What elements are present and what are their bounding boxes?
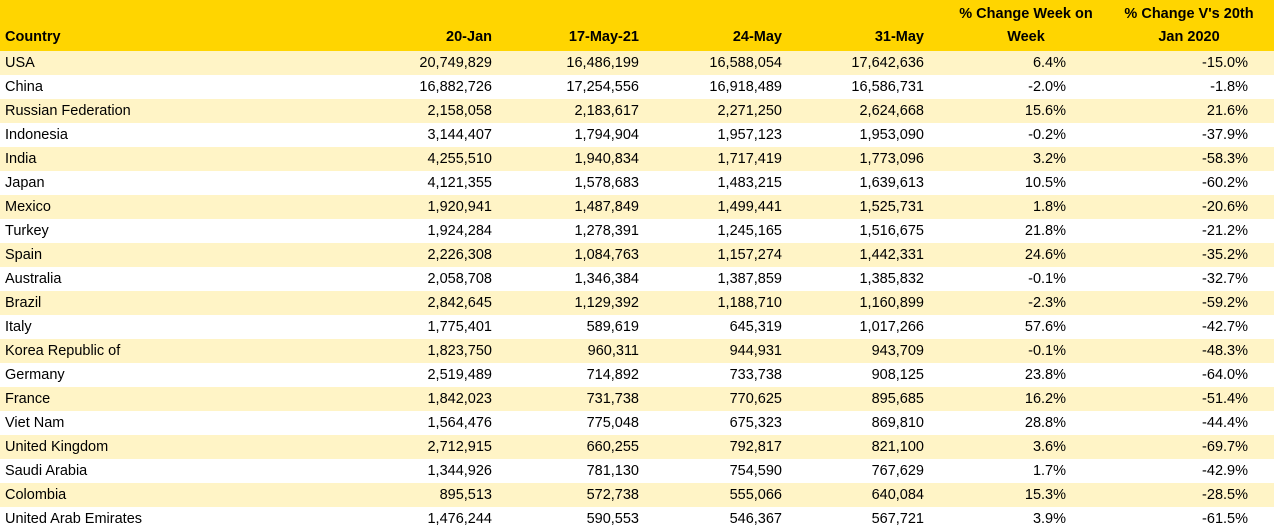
may17-cell: 589,619: [586, 319, 639, 335]
may31-cell: 943,709: [871, 343, 924, 359]
may24-cell: 1,245,165: [717, 223, 782, 239]
jan20-cell: 2,712,915: [427, 439, 492, 455]
jan20-cell: 3,144,407: [427, 127, 492, 143]
table-row: [0, 171, 1274, 195]
may31-cell: 1,773,096: [859, 151, 924, 167]
may17-cell: 714,892: [586, 367, 639, 383]
header-change-vs-jan-line1: % Change V's 20th: [1124, 6, 1254, 22]
wow-change-cell: 10.5%: [1024, 175, 1066, 191]
country-cell: Saudi Arabia: [5, 463, 88, 479]
may31-cell: 767,629: [871, 463, 924, 479]
jan20-cell: 2,226,308: [427, 247, 492, 263]
header-row: [0, 0, 1274, 51]
jan20-cell: 4,255,510: [427, 151, 492, 167]
may24-cell: 1,957,123: [717, 127, 782, 143]
jan20-cell: 1,924,284: [427, 223, 492, 239]
may31-cell: 2,624,668: [859, 103, 924, 119]
wow-change-cell: 24.6%: [1024, 247, 1066, 263]
country-cell: Indonesia: [5, 127, 68, 143]
table-row: [0, 483, 1274, 507]
jan20-cell: 2,058,708: [427, 271, 492, 287]
may24-cell: 944,931: [729, 343, 782, 359]
may17-cell: 775,048: [586, 415, 639, 431]
wow-change-cell: 3.6%: [1032, 439, 1066, 455]
may31-cell: 567,721: [871, 511, 924, 527]
table-row: [0, 123, 1274, 147]
vs-jan-change-cell: -15.0%: [1202, 55, 1248, 71]
may31-cell: 869,810: [871, 415, 924, 431]
may17-cell: 1,794,904: [574, 127, 639, 143]
table-row: [0, 51, 1274, 75]
may24-cell: 16,918,489: [709, 79, 782, 95]
country-cell: Colombia: [5, 487, 67, 503]
vs-jan-change-cell: -61.5%: [1202, 511, 1248, 527]
table-row: [0, 459, 1274, 483]
table-row: [0, 195, 1274, 219]
may17-cell: 660,255: [586, 439, 639, 455]
table-row: [0, 339, 1274, 363]
may31-cell: 1,442,331: [859, 247, 924, 263]
may31-cell: 1,516,675: [859, 223, 924, 239]
may31-cell: 17,642,636: [851, 55, 924, 71]
wow-change-cell: 21.8%: [1024, 223, 1066, 239]
may24-cell: 555,066: [729, 487, 782, 503]
may24-cell: 645,319: [729, 319, 782, 335]
wow-change-cell: -2.3%: [1028, 295, 1066, 311]
vs-jan-change-cell: -69.7%: [1202, 439, 1248, 455]
jan20-cell: 2,519,489: [427, 367, 492, 383]
table-row: [0, 75, 1274, 99]
vs-jan-change-cell: -32.7%: [1202, 271, 1248, 287]
wow-change-cell: 16.2%: [1024, 391, 1066, 407]
may17-cell: 16,486,199: [566, 55, 639, 71]
header-change-vs-jan-line2: Jan 2020: [1158, 29, 1220, 45]
may17-cell: 1,278,391: [574, 223, 639, 239]
may17-cell: 1,578,683: [574, 175, 639, 191]
may31-cell: 908,125: [871, 367, 924, 383]
may17-cell: 17,254,556: [566, 79, 639, 95]
may17-cell: 1,084,763: [574, 247, 639, 263]
jan20-cell: 2,158,058: [427, 103, 492, 119]
may17-cell: 1,129,392: [574, 295, 639, 311]
jan20-cell: 20,749,829: [419, 55, 492, 71]
vs-jan-change-cell: -28.5%: [1202, 487, 1248, 503]
wow-change-cell: 6.4%: [1032, 55, 1066, 71]
may24-cell: 1,717,419: [717, 151, 782, 167]
header-country: Country: [5, 29, 61, 45]
may24-cell: 1,157,274: [717, 247, 782, 263]
vs-jan-change-cell: -60.2%: [1202, 175, 1248, 191]
table-row: [0, 243, 1274, 267]
vs-jan-change-cell: -42.9%: [1202, 463, 1248, 479]
may31-cell: 821,100: [871, 439, 924, 455]
wow-change-cell: 1.7%: [1032, 463, 1066, 479]
jan20-cell: 1,344,926: [427, 463, 492, 479]
may24-cell: 1,499,441: [717, 199, 782, 215]
country-cell: Russian Federation: [5, 103, 131, 119]
may24-cell: 675,323: [729, 415, 782, 431]
wow-change-cell: 3.2%: [1032, 151, 1066, 167]
header-change-week-on-week: [948, 0, 1104, 51]
country-cell: Italy: [5, 319, 32, 335]
vs-jan-change-cell: -21.2%: [1202, 223, 1248, 239]
may24-cell: 1,483,215: [717, 175, 782, 191]
header-24-may: 24-May: [732, 29, 782, 45]
table-row: [0, 411, 1274, 435]
may24-cell: 733,738: [729, 367, 782, 383]
may31-cell: 1,017,266: [859, 319, 924, 335]
wow-change-cell: 15.3%: [1024, 487, 1066, 503]
may24-cell: 2,271,250: [717, 103, 782, 119]
country-cell: Brazil: [5, 295, 42, 311]
table-row: [0, 291, 1274, 315]
header-change-week-line1: % Change Week on: [959, 6, 1093, 22]
wow-change-cell: 28.8%: [1024, 415, 1066, 431]
may17-cell: 1,940,834: [574, 151, 639, 167]
vs-jan-change-cell: -37.9%: [1202, 127, 1248, 143]
country-cell: France: [5, 391, 51, 407]
may31-cell: 640,084: [871, 487, 924, 503]
wow-change-cell: -0.1%: [1028, 343, 1066, 359]
may17-cell: 1,346,384: [574, 271, 639, 287]
may24-cell: 16,588,054: [709, 55, 782, 71]
country-cell: Korea Republic of: [5, 343, 121, 359]
table-row: [0, 363, 1274, 387]
may17-cell: 2,183,617: [574, 103, 639, 119]
may24-cell: 770,625: [729, 391, 782, 407]
country-cell: United Arab Emirates: [5, 511, 143, 527]
vs-jan-change-cell: -48.3%: [1202, 343, 1248, 359]
table-row: [0, 267, 1274, 291]
table-row: [0, 387, 1274, 411]
may31-cell: 1,639,613: [859, 175, 924, 191]
header-change-week-line2: Week: [1007, 29, 1045, 45]
header-change-vs-jan: [1104, 0, 1274, 51]
country-cell: USA: [5, 55, 35, 71]
country-cell: Japan: [5, 175, 45, 191]
country-cell: Turkey: [5, 223, 49, 239]
country-cell: India: [5, 151, 37, 167]
vs-jan-change-cell: -59.2%: [1202, 295, 1248, 311]
may24-cell: 1,387,859: [717, 271, 782, 287]
wow-change-cell: 23.8%: [1024, 367, 1066, 383]
table-row: [0, 315, 1274, 339]
wow-change-cell: -2.0%: [1028, 79, 1066, 95]
may17-cell: 590,553: [586, 511, 639, 527]
country-cell: China: [5, 79, 43, 95]
may31-cell: 1,953,090: [859, 127, 924, 143]
country-cell: Viet Nam: [5, 415, 65, 431]
may17-cell: 731,738: [586, 391, 639, 407]
jan20-cell: 1,476,244: [427, 511, 492, 527]
country-cell: Mexico: [5, 199, 51, 215]
may31-cell: 1,525,731: [859, 199, 924, 215]
country-cell: United Kingdom: [5, 439, 109, 455]
header-31-may: 31-May: [874, 29, 924, 45]
may17-cell: 572,738: [586, 487, 639, 503]
country-cell: Germany: [5, 367, 65, 383]
may24-cell: 546,367: [729, 511, 782, 527]
may31-cell: 895,685: [871, 391, 924, 407]
wow-change-cell: 1.8%: [1032, 199, 1066, 215]
jan20-cell: 1,920,941: [427, 199, 492, 215]
vs-jan-change-cell: 21.6%: [1206, 103, 1248, 119]
vs-jan-change-cell: -20.6%: [1202, 199, 1248, 215]
may31-cell: 1,385,832: [859, 271, 924, 287]
vs-jan-change-cell: -51.4%: [1202, 391, 1248, 407]
jan20-cell: 16,882,726: [419, 79, 492, 95]
wow-change-cell: -0.1%: [1028, 271, 1066, 287]
jan20-cell: 1,823,750: [427, 343, 492, 359]
table-row: [0, 147, 1274, 171]
country-cell: Spain: [5, 247, 43, 263]
table-row: [0, 435, 1274, 459]
jan20-cell: 2,842,645: [427, 295, 492, 311]
table-row: [0, 219, 1274, 243]
jan20-cell: 1,842,023: [427, 391, 492, 407]
country-cell: Australia: [5, 271, 62, 287]
may24-cell: 1,188,710: [717, 295, 782, 311]
vs-jan-change-cell: -44.4%: [1202, 415, 1248, 431]
wow-change-cell: 15.6%: [1024, 103, 1066, 119]
vs-jan-change-cell: -35.2%: [1202, 247, 1248, 263]
jan20-cell: 4,121,355: [427, 175, 492, 191]
vs-jan-change-cell: -58.3%: [1202, 151, 1248, 167]
may17-cell: 1,487,849: [574, 199, 639, 215]
jan20-cell: 895,513: [439, 487, 492, 503]
table-body: [0, 51, 1274, 531]
may31-cell: 16,586,731: [851, 79, 924, 95]
vs-jan-change-cell: -1.8%: [1210, 79, 1248, 95]
jan20-cell: 1,775,401: [427, 319, 492, 335]
may17-cell: 960,311: [587, 343, 639, 359]
vs-jan-change-cell: -64.0%: [1202, 367, 1248, 383]
table-row: [0, 507, 1274, 531]
table-row: [0, 99, 1274, 123]
header-20-jan: 20-Jan: [446, 29, 492, 45]
jan20-cell: 1,564,476: [427, 415, 492, 431]
vs-jan-change-cell: -42.7%: [1202, 319, 1248, 335]
header-17-may-21: 17-May-21: [568, 29, 639, 45]
may24-cell: 792,817: [729, 439, 782, 455]
wow-change-cell: 3.9%: [1032, 511, 1066, 527]
may17-cell: 781,130: [586, 463, 639, 479]
wow-change-cell: -0.2%: [1028, 127, 1066, 143]
wow-change-cell: 57.6%: [1024, 319, 1066, 335]
may31-cell: 1,160,899: [859, 295, 924, 311]
may24-cell: 754,590: [729, 463, 782, 479]
